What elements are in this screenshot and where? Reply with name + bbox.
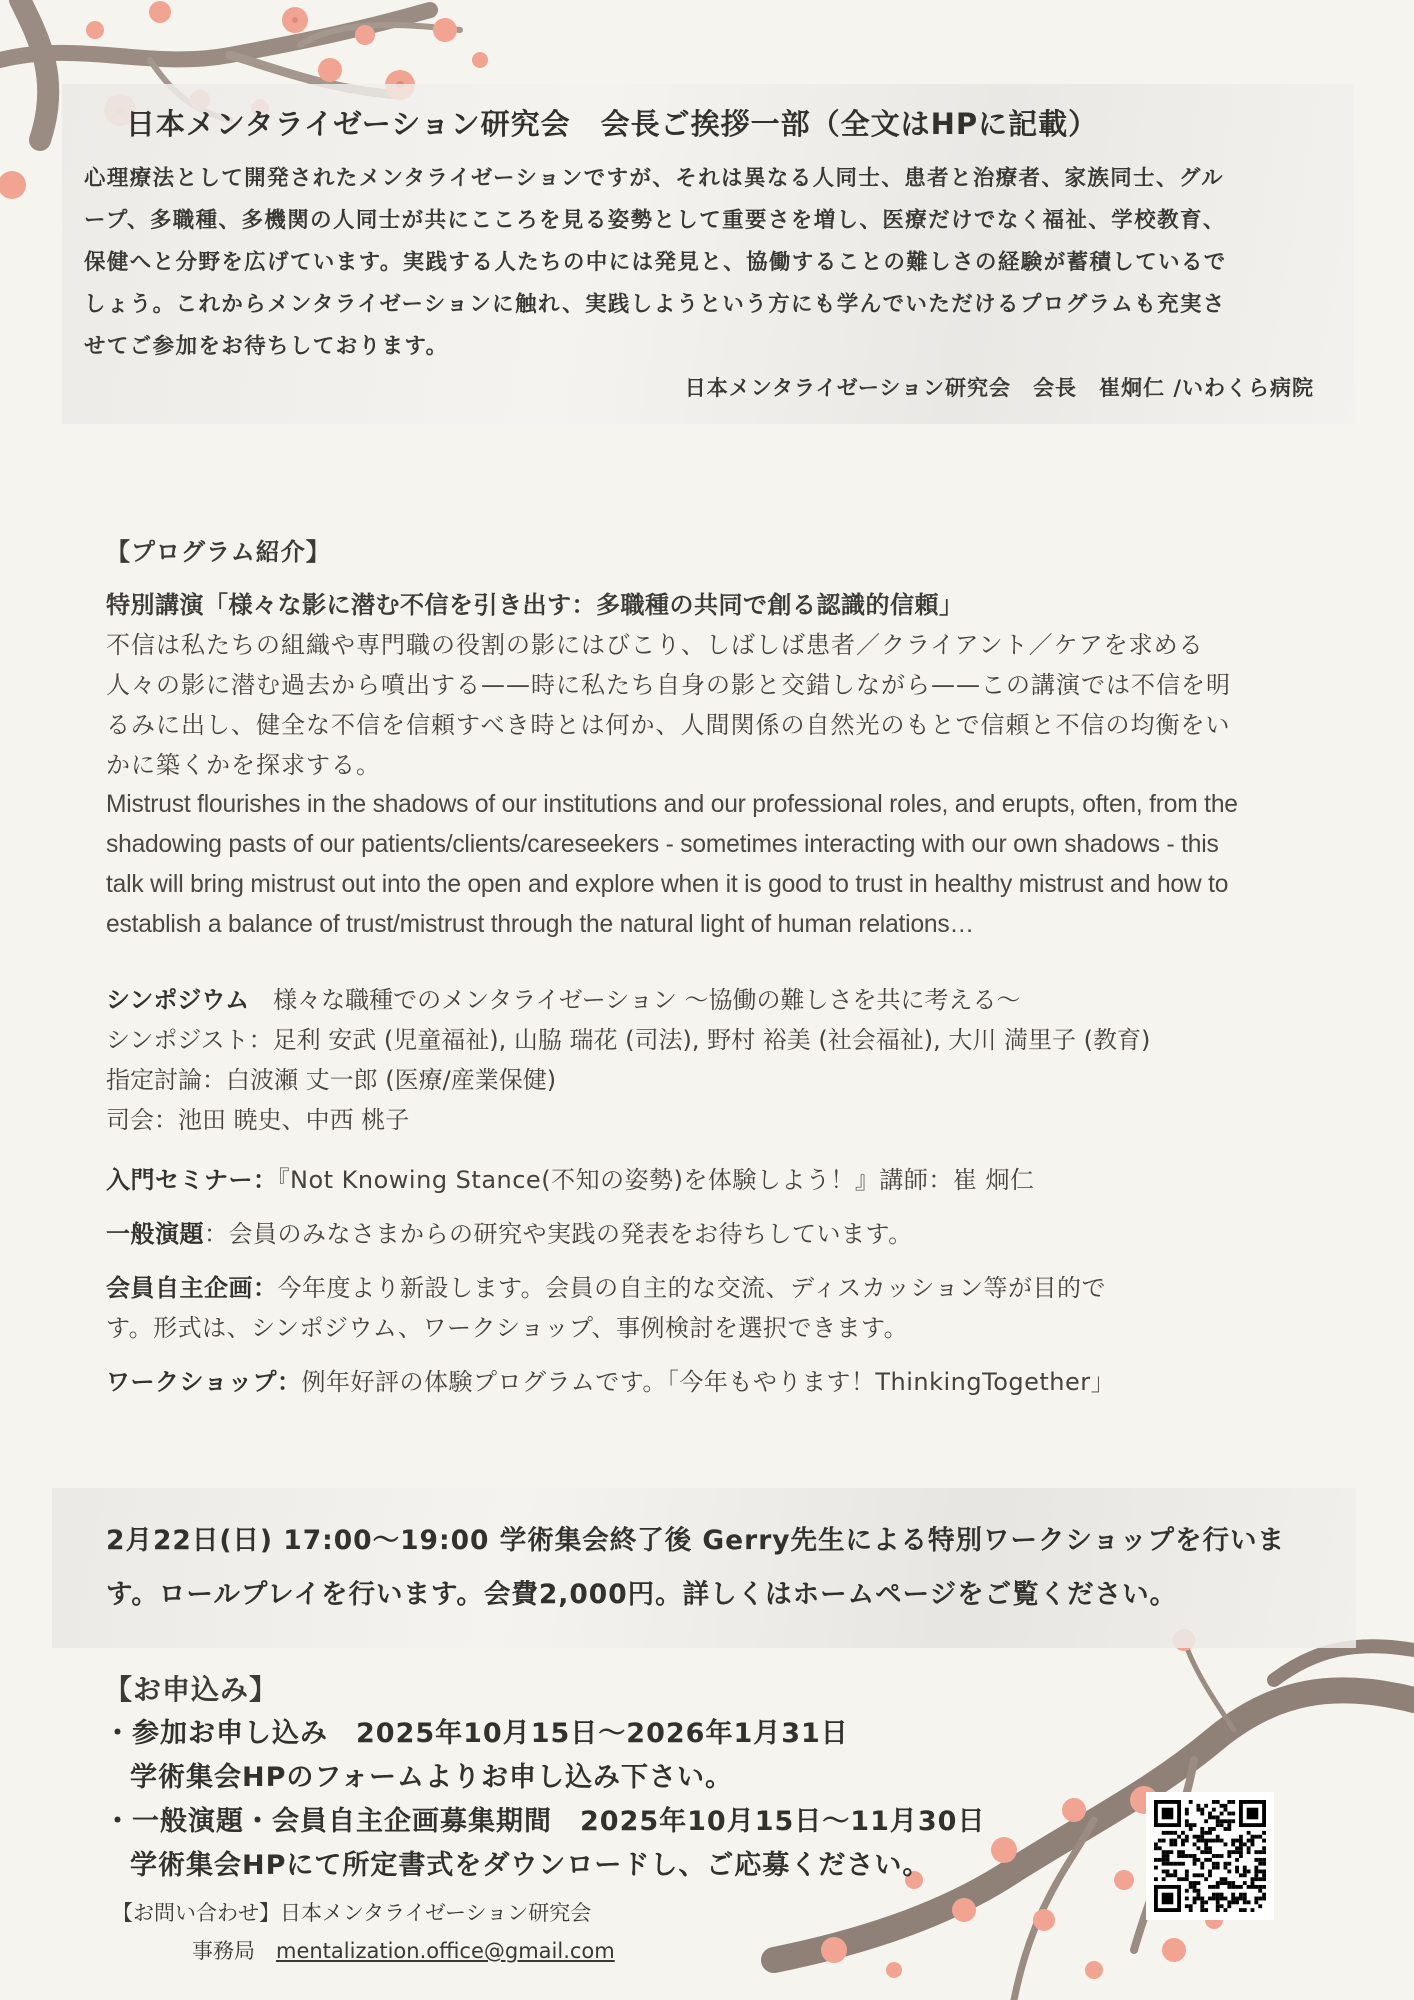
- symposium-discussant: 指定討論：白波瀬 丈一郎 (医療/産業保健): [106, 1066, 557, 1094]
- greeting-body: [84, 158, 1336, 368]
- intro-seminar-text: 『Not Knowing Stance(不知の姿勢)を体験しよう！』講師：崔 炯仁: [277, 1166, 1035, 1194]
- notice-text: [106, 1514, 1346, 1622]
- lecture-en-line: establish a balance of trust/mistrust through the natural light of human relations…: [106, 911, 974, 938]
- lecture-en-line: shadowing pasts of our patients/clients/careseekers - sometimes interacting with our own shadows - this: [106, 831, 1219, 858]
- contact-office: [112, 1932, 615, 1970]
- workshop-label: ワークショップ：: [106, 1368, 302, 1396]
- program-items: [106, 1160, 1346, 1416]
- contact-label: 【お問い合わせ】日本メンタライゼーション研究会: [112, 1901, 592, 1925]
- special-lecture-title: 特別講演「様々な影に潜む不信を引き出す：多職種の共同で創る認識的信頼」: [106, 591, 964, 619]
- qr-code-icon: [1154, 1800, 1266, 1912]
- greeting-line: しょう。これからメンタライゼーションに触れ、実践しようという方にも学んでいただけるプログラムも充実さ: [84, 292, 1226, 317]
- lecture-jp-line: 不信は私たちの組織や専門職の役割の影にはびこり、しばしば患者／クライアント／ケアを求める: [106, 631, 1204, 659]
- greeting-line: 心理療法として開発されたメンタライゼーションですが、それは異なる人同士、患者と治療者、家族同士、グル: [84, 166, 1225, 191]
- workshop: [106, 1362, 1346, 1402]
- special-workshop-notice: [52, 1488, 1356, 1648]
- lecture-jp-line: るみに出し、健全な不信を信頼すべき時とは何か、人間関係の自然光のもとで信頼と不信の均衡をい: [106, 711, 1231, 739]
- symposium-moderators: 司会：池田 暁史、中西 桃子: [106, 1106, 410, 1134]
- member-project-text-2: す。形式は、シンポジウム、ワークショップ、事例検討を選択できます。: [106, 1314, 909, 1342]
- greeting-panel: [62, 84, 1354, 424]
- special-lecture-japanese: [106, 625, 1346, 785]
- call-note: 学術集会HPにて所定書式をダウンロードし、ご応募ください。: [130, 1850, 931, 1881]
- office-label: 事務局: [192, 1939, 276, 1963]
- special-lecture-english: [106, 785, 1346, 945]
- greeting-line: せてご参加をお待ちしております。: [84, 334, 449, 359]
- notice-line: 2月22日(日) 17:00〜19:00 学術集会終了後 Gerry先生による特別ワークショップを行いま: [106, 1525, 1286, 1556]
- symposium-title-line: [106, 980, 1346, 1020]
- symposium-panelists: シンポジスト：足利 安武 (児童福祉), 山脇 瑞花 (司法), 野村 裕美 (社会福祉), 大川 満里子 (教育): [106, 1026, 1151, 1054]
- qr-code[interactable]: [1146, 1792, 1274, 1920]
- lecture-en-line: talk will bring mistrust out into the open and explore when it is good to trust in healthy mistrust and how to: [106, 871, 1229, 898]
- general-presentation-text: ：会員のみなさまからの研究や実践の発表をお待ちしています。: [204, 1220, 913, 1248]
- call-period: ・一般演題・会員自主企画募集期間 2025年10月15日〜11月30日: [104, 1806, 986, 1837]
- entry-period: ・参加お申し込み 2025年10月15日〜2026年1月31日: [104, 1718, 849, 1749]
- symposium-label: シンポジウム: [106, 986, 250, 1014]
- workshop-text: 例年好評の体験プログラムです。「今年もやります！ThinkingTogether」: [301, 1368, 1116, 1396]
- general-presentation-label: 一般演題: [106, 1220, 204, 1248]
- intro-seminar: [106, 1160, 1346, 1200]
- application-title: 【お申込み】: [104, 1673, 279, 1706]
- lecture-en-line: Mistrust flourishes in the shadows of our institutions and our professional roles, and erupts, often, from the: [106, 791, 1238, 818]
- greeting-line: ープ、多職種、多機関の人同士が共にこころを見る姿勢として重要さを増し、医療だけでなく福祉、学校教育、: [84, 208, 1226, 233]
- intro-seminar-label: 入門セミナー：: [106, 1166, 278, 1194]
- greeting-title: 日本メンタライゼーション研究会 会長ご挨拶一部（全文はHPに記載）: [125, 107, 1099, 141]
- application-section: [104, 1668, 1064, 1888]
- member-project: [106, 1268, 1346, 1348]
- contact-section: [112, 1894, 615, 1970]
- lecture-jp-line: かに築くかを探求する。: [106, 751, 381, 779]
- program-section: [106, 532, 1346, 945]
- greeting-signature: 日本メンタライゼーション研究会 会長 崔炯仁 /いわくら病院: [684, 376, 1314, 400]
- greeting-line: 保健へと分野を広げています。実践する人たちの中には発見と、協働することの難しさの経験が蓄積しているで: [84, 250, 1227, 275]
- program-heading: 【プログラム紹介】: [106, 538, 331, 566]
- symposium-title: 様々な職種でのメンタライゼーション 〜協働の難しさを共に考える〜: [249, 986, 1021, 1014]
- contact-email-link[interactable]: mentalization.office@gmail.com: [276, 1939, 615, 1963]
- general-presentation: [106, 1214, 1346, 1254]
- member-project-label: 会員自主企画：: [106, 1274, 278, 1302]
- symposium-section: [106, 980, 1346, 1140]
- lecture-jp-line: 人々の影に潜む過去から噴出する——時に私たち自身の影と交錯しながら——この講演では不信を明: [106, 671, 1231, 699]
- entry-note: 学術集会HPのフォームよりお申し込み下さい。: [130, 1762, 734, 1793]
- notice-line: す。ロールプレイを行います。会費2,000円。詳しくはホームページをご覧ください。: [106, 1579, 1178, 1610]
- member-project-text: 今年度より新設します。会員の自主的な交流、ディスカッション等が目的で: [277, 1274, 1106, 1302]
